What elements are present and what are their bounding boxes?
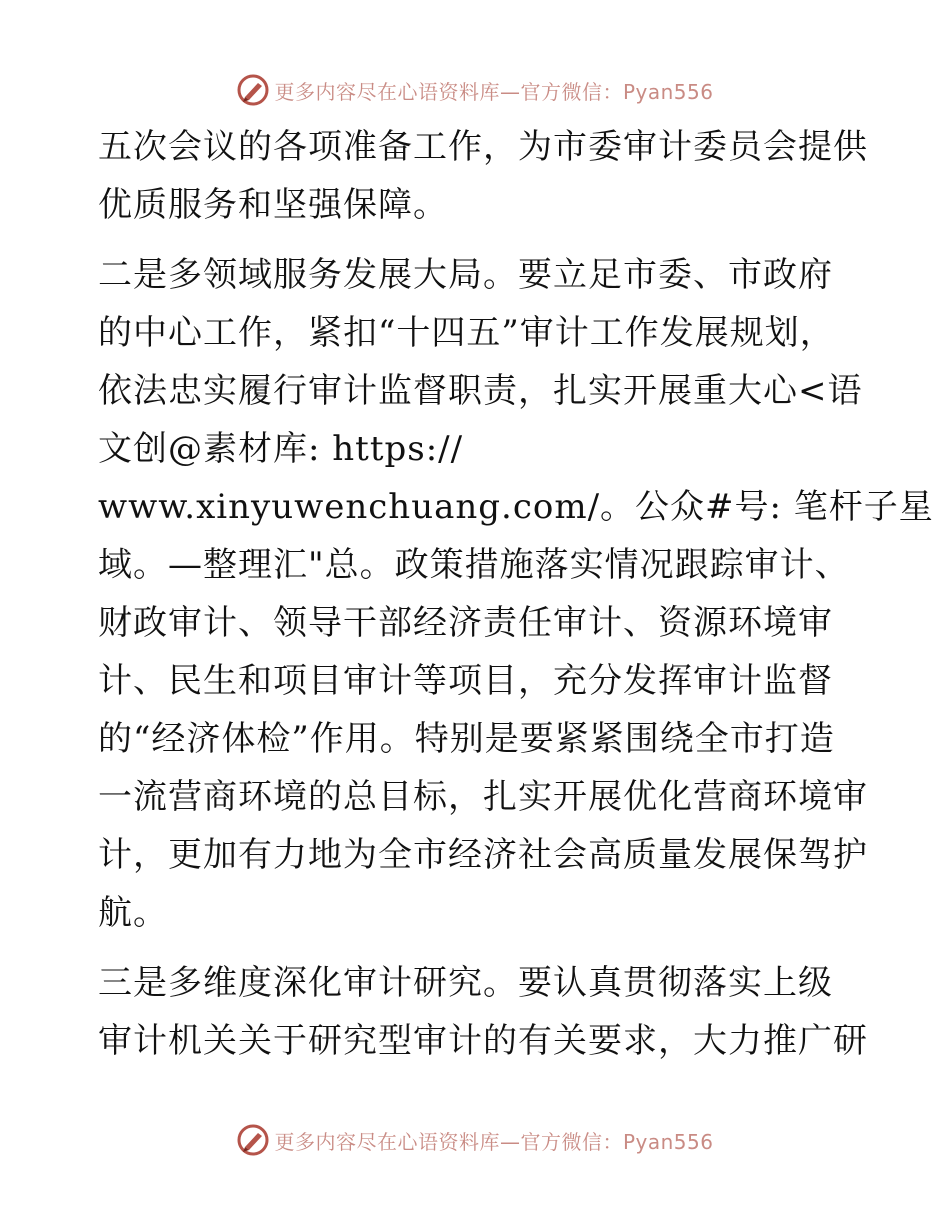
- text-line: 依法忠实履行审计监督职责，扎实开展重大心<语: [98, 371, 863, 411]
- footer-banner-text: 更多内容尽在心语资料库—官方微信：Pyan556: [274, 1129, 714, 1154]
- text-line: 计，更加有力地为全市经济社会高质量发展保驾护: [98, 835, 868, 875]
- text-line: 文创@素材库: https://: [98, 429, 464, 469]
- header-banner: [0, 70, 950, 110]
- text-line: www.xinyuwenchuang.com/。公众#号: 笔杆子星: [98, 487, 934, 527]
- text-line: 计、民生和项目审计等项目，充分发挥审计监督: [98, 661, 833, 701]
- header-banner-text: 更多内容尽在心语资料库—官方微信：Pyan556: [274, 79, 714, 104]
- text-line: 的“经济体检”作用。特别是要紧紧围绕全市打造: [98, 719, 835, 759]
- text-line: 航。: [98, 893, 168, 933]
- pen-logo-icon: [236, 73, 270, 107]
- text-line: 财政审计、领导干部经济责任审计、资源环境审: [98, 603, 833, 643]
- text-line: 审计机关关于研究型审计的有关要求，大力推广研: [98, 1021, 868, 1061]
- text-line: 优质服务和坚强保障。: [98, 185, 448, 225]
- text-line: 三是多维度深化审计研究。要认真贯彻落实上级: [98, 963, 833, 1003]
- text-line: 的中心工作，紧扣“十四五”审计工作发展规划，: [98, 313, 835, 353]
- footer-banner: [0, 1120, 950, 1160]
- pen-logo-icon: [236, 1123, 270, 1157]
- text-line: 一流营商环境的总目标，扎实开展优化营商环境审: [98, 777, 868, 817]
- document-body: [98, 118, 934, 1070]
- text-line: 五次会议的各项准备工作，为市委审计委员会提供: [98, 127, 868, 167]
- text-line: 域。—整理汇"总。政策措施落实情况跟踪审计、: [98, 545, 850, 585]
- text-line: 二是多领域服务发展大局。要立足市委、市政府: [98, 255, 833, 295]
